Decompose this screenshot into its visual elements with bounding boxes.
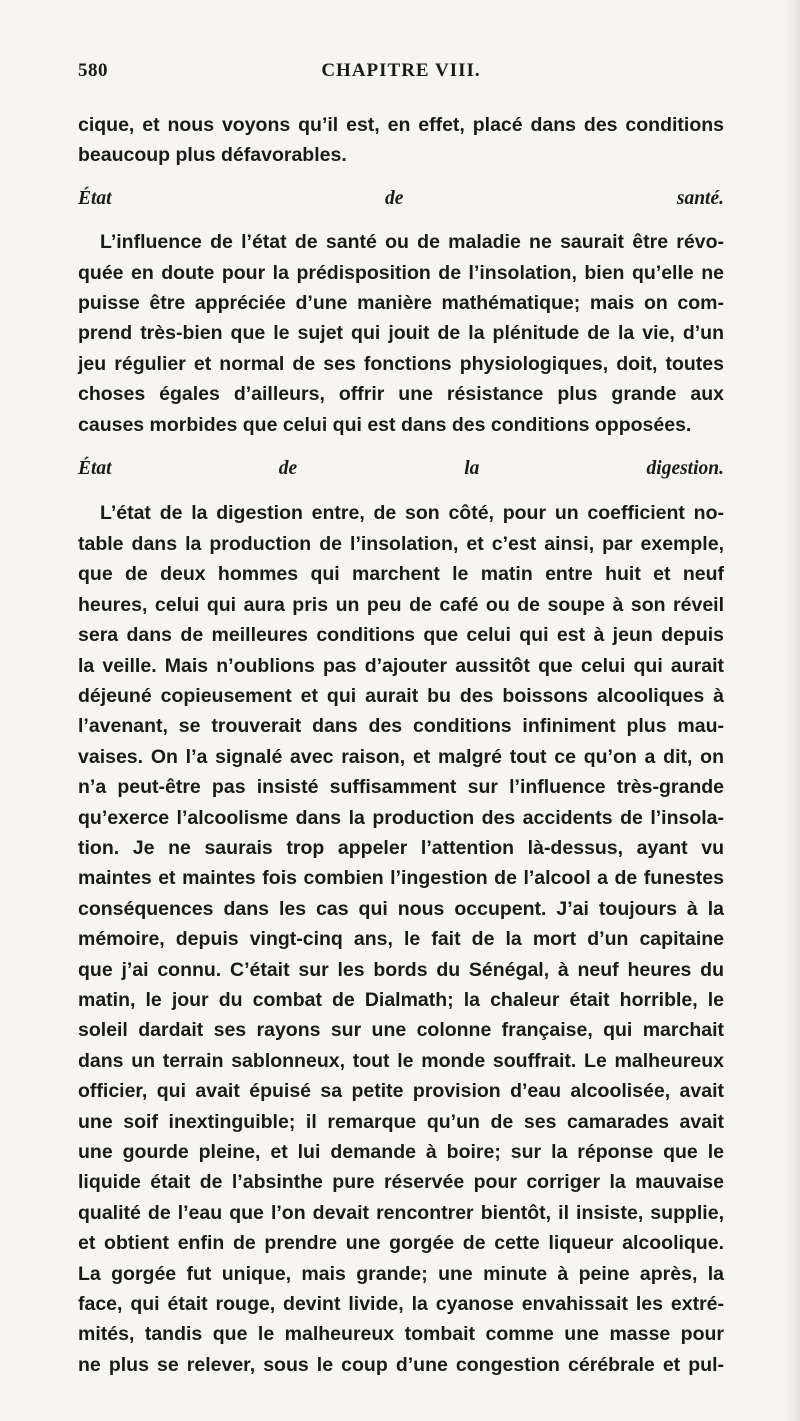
text-line: liquide était de l’absinthe pure réservée pour corriger la mauvaise [78, 1171, 724, 1194]
text-line: conséquences dans les cas qui nous occupent. J’ai toujours à la [78, 897, 724, 920]
text-line: mités, tandis que le malheureux tombait comme une masse pour [78, 1323, 724, 1346]
text-line: n’a peut-être pas insisté suffisamment sur l’influence très-grande [78, 776, 724, 799]
text-line: une gourde pleine, et lui demande à boire; sur la réponse que le [78, 1141, 724, 1163]
running-header [78, 60, 724, 90]
text-line: table dans la production de l’insolation, et c’est ainsi, par exemple, [78, 532, 724, 555]
body-text [78, 110, 724, 1380]
text-line: l’avenant, se trouverait dans des conditions infiniment plus mau- [78, 715, 724, 738]
text-line: qualité de l’eau que l’on devait rencontrer bientôt, il insiste, supplie, [78, 1201, 724, 1224]
text-line: vaises. On l’a signalé avec raison, et malgré tout ce qu’on a dit, on [78, 745, 724, 768]
text-line: beaucoup plus défavorables. [78, 144, 347, 167]
page-number: 580 [78, 60, 108, 81]
chapter-title: CHAPITRE VIII. [321, 60, 481, 81]
text-line: dans un terrain sablonneux, tout le monde souffrait. Le malheureux [78, 1049, 724, 1072]
text-line: officier, qui avait épuisé sa petite provision d’eau alcoolisée, avait [78, 1080, 724, 1103]
intro-paragraph [78, 110, 724, 171]
section-heading-digestion: État de la digestion. [78, 458, 724, 480]
text-line: L’influence de l’état de santé ou de maladie ne saurait être révo- [100, 231, 724, 254]
text-line: que j’ai connu. C’était sur les bords du Sénégal, à neuf heures du [78, 958, 724, 981]
text-line: face, qui était rouge, devint livide, la cyanose envahissait les extré- [78, 1293, 724, 1316]
text-line: que de deux hommes qui marchent le matin entre huit et neuf [78, 563, 724, 586]
text-line: une soif inextinguible; il remarque qu’un de ses camarades avait [78, 1110, 724, 1133]
text-line: soleil dardait ses rayons sur une colonne française, qui marchait [78, 1019, 724, 1042]
text-line: tion. Je ne saurais trop appeler l’attention là-dessus, ayant vu [78, 836, 724, 859]
text-line: mémoire, depuis vingt-cinq ans, le fait de la mort d’un capitaine [78, 928, 724, 951]
text-line: matin, le jour du combat de Dialmath; la chaleur était horrible, le [78, 988, 724, 1011]
text-line: L’état de la digestion entre, de son côté, pour un coefficient no- [100, 502, 724, 525]
text-line: déjeuné copieusement et qui aurait bu des boissons alcooliques à [78, 684, 724, 707]
text-line: quée en doute pour la prédisposition de l’insolation, bien qu’elle ne [78, 261, 724, 284]
text-line: jeu régulier et normal de ses fonctions physiologiques, doit, toutes [78, 352, 724, 375]
text-line: qu’exerce l’alcoolisme dans la production des accidents de l’insola- [78, 806, 724, 829]
text-line: causes morbides que celui qui est dans des conditions opposées. [78, 413, 692, 436]
paragraph-digestion [78, 498, 724, 1380]
text-line: sera dans de meilleures conditions que celui qui est à jeun depuis [78, 624, 724, 647]
text-line: la veille. Mais n’oublions pas d’ajouter aussitôt que celui qui aurait [78, 654, 724, 677]
text-line: prend très-bien que le sujet qui jouit de la plénitude de la vie, d’un [78, 322, 724, 345]
text-line: ne plus se relever, sous le coup d’une congestion cérébrale et pul- [78, 1353, 724, 1376]
section-heading-sante: État de santé. [78, 187, 724, 209]
page-edge-shadow [782, 0, 800, 1421]
text-line: et obtient enfin de prendre une gorgée de cette liqueur alcoolique. [78, 1232, 724, 1255]
text-line: heures, celui qui aura pris un peu de café ou de soupe à son réveil [78, 593, 724, 616]
text-line: choses égales d’ailleurs, offrir une résistance plus grande aux [78, 383, 724, 406]
text-line: maintes et maintes fois combien l’ingestion de l’alcool a de funestes [78, 867, 724, 890]
text-line: cique, et nous voyons qu’il est, en effet, placé dans des conditions [78, 114, 724, 136]
paragraph-sante [78, 227, 724, 440]
text-line: puisse être appréciée d’une manière mathématique; mais on com- [78, 292, 724, 315]
text-line: La gorgée fut unique, mais grande; une minute à peine après, la [78, 1262, 724, 1285]
